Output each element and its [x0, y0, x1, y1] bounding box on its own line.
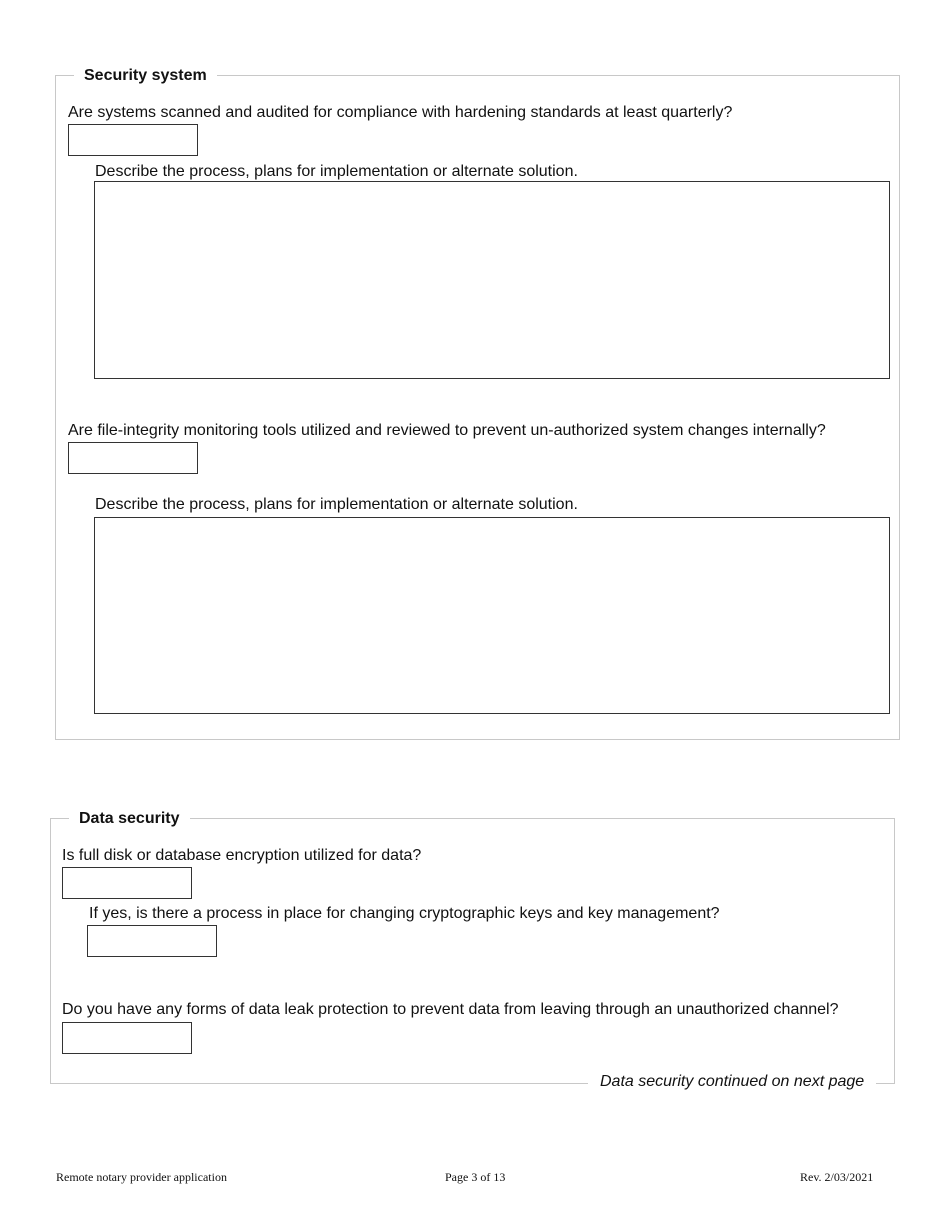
key-management-question: If yes, is there a process in place for changing cryptographic keys and key management?	[89, 905, 720, 922]
hardening-describe-label: Describe the process, plans for implementation or alternate solution.	[95, 163, 578, 180]
file-integrity-answer-field[interactable]	[68, 442, 198, 474]
file-integrity-question: Are file-integrity monitoring tools utilized and reviewed to prevent un-authorized system changes internally?	[68, 422, 826, 439]
key-management-answer-field[interactable]	[87, 925, 217, 957]
data-security-legend: Data security	[69, 809, 190, 829]
hardening-scan-question: Are systems scanned and audited for compliance with hardening standards at least quarterly?	[68, 104, 733, 121]
hardening-describe-textarea[interactable]	[94, 181, 890, 379]
file-integrity-describe-textarea[interactable]	[94, 517, 890, 714]
footer-page-number: Page 3 of 13	[445, 1170, 506, 1184]
data-leak-answer-field[interactable]	[62, 1022, 192, 1054]
disk-encryption-question: Is full disk or database encryption utilized for data?	[62, 847, 422, 864]
footer-revision: Rev. 2/03/2021	[800, 1170, 874, 1184]
footer-document-title: Remote notary provider application	[56, 1170, 227, 1184]
disk-encryption-answer-field[interactable]	[62, 867, 192, 899]
file-integrity-describe-label: Describe the process, plans for implementation or alternate solution.	[95, 496, 578, 513]
continued-note: Data security continued on next page	[588, 1072, 876, 1092]
data-leak-question: Do you have any forms of data leak protection to prevent data from leaving through an unauthorized channel?	[62, 1001, 839, 1018]
hardening-scan-answer-field[interactable]	[68, 124, 198, 156]
security-system-legend: Security system	[74, 66, 217, 86]
